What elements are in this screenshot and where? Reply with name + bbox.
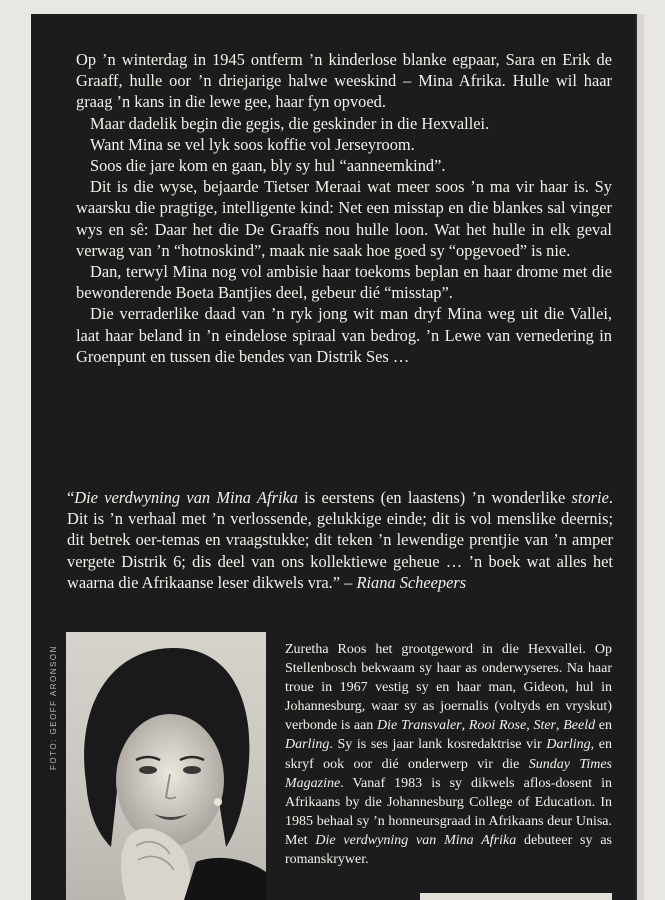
bio-text: . Vanaf 1983 is sy dikwels aflos-dosent in Afrikaans by die Johannesburg College of Education. In 1985 behaal sy ’n honneursgraad in Afrikaans deur Unisa. Met <box>285 775 612 848</box>
bio-text: , en skryf ook oor dié onderwerp vir die <box>285 737 613 772</box>
bio-publication: Rooi Rose <box>468 718 527 734</box>
blurb-paragraph: Dit is die wyse, bejaarde Tietser Meraai wat meer soos ’n ma vir haar is. Sy waarsku die pragtige, intelligente kind: Net een misstap en die blankes sal vinger wys en sê: Daar het die De Graaffs nou hulle loon. Wat het hulle in elk geval verwag van ’n “hotnoskind”, maak nie saak hoe goed sy “opgevoed” is nie. <box>76 177 612 260</box>
bio-publication: Beeld <box>563 718 596 734</box>
bio-text: Zuretha Roos het grootgeword in die Hexvallei. Op Stellenbosch bekwaam sy haar as onderwyseres. Na haar troue in 1967 vestig sy en haar man, Gideon, hul in Johannesburg, waar sy as joernalis (voltyds en vryskut) verbonde is aan <box>285 642 612 734</box>
page-edge <box>637 14 644 900</box>
bottom-label-strip <box>420 893 612 900</box>
bio-text: , <box>526 718 534 734</box>
bio-text: , <box>461 718 469 734</box>
author-bio <box>285 640 612 869</box>
blurb-paragraph: Want Mina se vel lyk soos koffie vol Jerseyroom. <box>90 134 415 154</box>
bio-text: debuteer sy as romanskrywer. <box>285 832 612 868</box>
blurb-text <box>76 49 612 367</box>
blurb-paragraph: Maar dadelik begin die gegis, die geskinder in die Hexvallei. <box>90 113 490 133</box>
bio-publication: Darling <box>285 737 330 753</box>
blurb-paragraph: Op ’n winterdag in 1945 ontferm ’n kinderlose blanke egpaar, Sara en Erik de Graaff, hulle oor ’n driejarige halwe weeskind – Mina Afrika. Hulle wil haar graag ’n kans in die lewe gee, haar fyn opvoed. <box>76 50 612 112</box>
blurb-paragraph: Soos die jare kom en gaan, bly sy hul “aanneemkind”. <box>90 156 446 176</box>
bio-text: en <box>595 718 613 734</box>
bio-publication: Darling <box>546 737 591 753</box>
bio-publication: Ster <box>533 718 556 734</box>
quote-open-mark: “ <box>67 488 75 507</box>
bio-publication: Sunday Times Magazine <box>285 756 613 791</box>
bio-book-title: Die verdwyning van Mina Afrika <box>315 832 517 848</box>
bio-text: , <box>556 718 564 734</box>
bio-text: . Sy is ses jaar lank kosredaktrise vir <box>329 737 547 753</box>
blurb-paragraph: Dan, terwyl Mina nog vol ambisie haar toekoms beplan en haar drome met die bewonderende Boeta Bantjies deel, gebeur dié “misstap”. <box>76 262 612 303</box>
quote-book-title: Die verdwyning van Mina Afrika <box>74 488 298 507</box>
author-photo <box>66 632 266 900</box>
quote-author: Riana Scheepers <box>356 572 467 592</box>
quote-storie: storie <box>571 488 609 507</box>
blurb-paragraph: Die verraderlike daad van ’n ryk jong wit man dryf Mina weg uit die Vallei, laat haar beland in ’n eindelose spiraal van bedrog. ’n Lewe van vernedering in Groenpunt en tussen die bendes van Distrik Ses … <box>76 304 612 366</box>
photo-credit: FOTO: GEOFF ARONSON <box>49 645 58 770</box>
review-quote <box>67 487 613 593</box>
quote-text: is eerstens (en laastens) ’n wonderlike <box>297 488 572 507</box>
bio-publication: Die Transvaler <box>377 718 462 734</box>
quote-text: . Dit is ’n verhaal met ’n verlossende, gelukkige einde; dit is vol menslike deernis; dit betrek oer-temas en vraagstukke; dit teken ’n lewendige prentjie van ’n amper vergete Distrik 6; dis deel van ons kollektiewe geheue … ’n boek wat alles het waarna die Afrikaanse leser dikwels vra.” – <box>67 488 613 592</box>
